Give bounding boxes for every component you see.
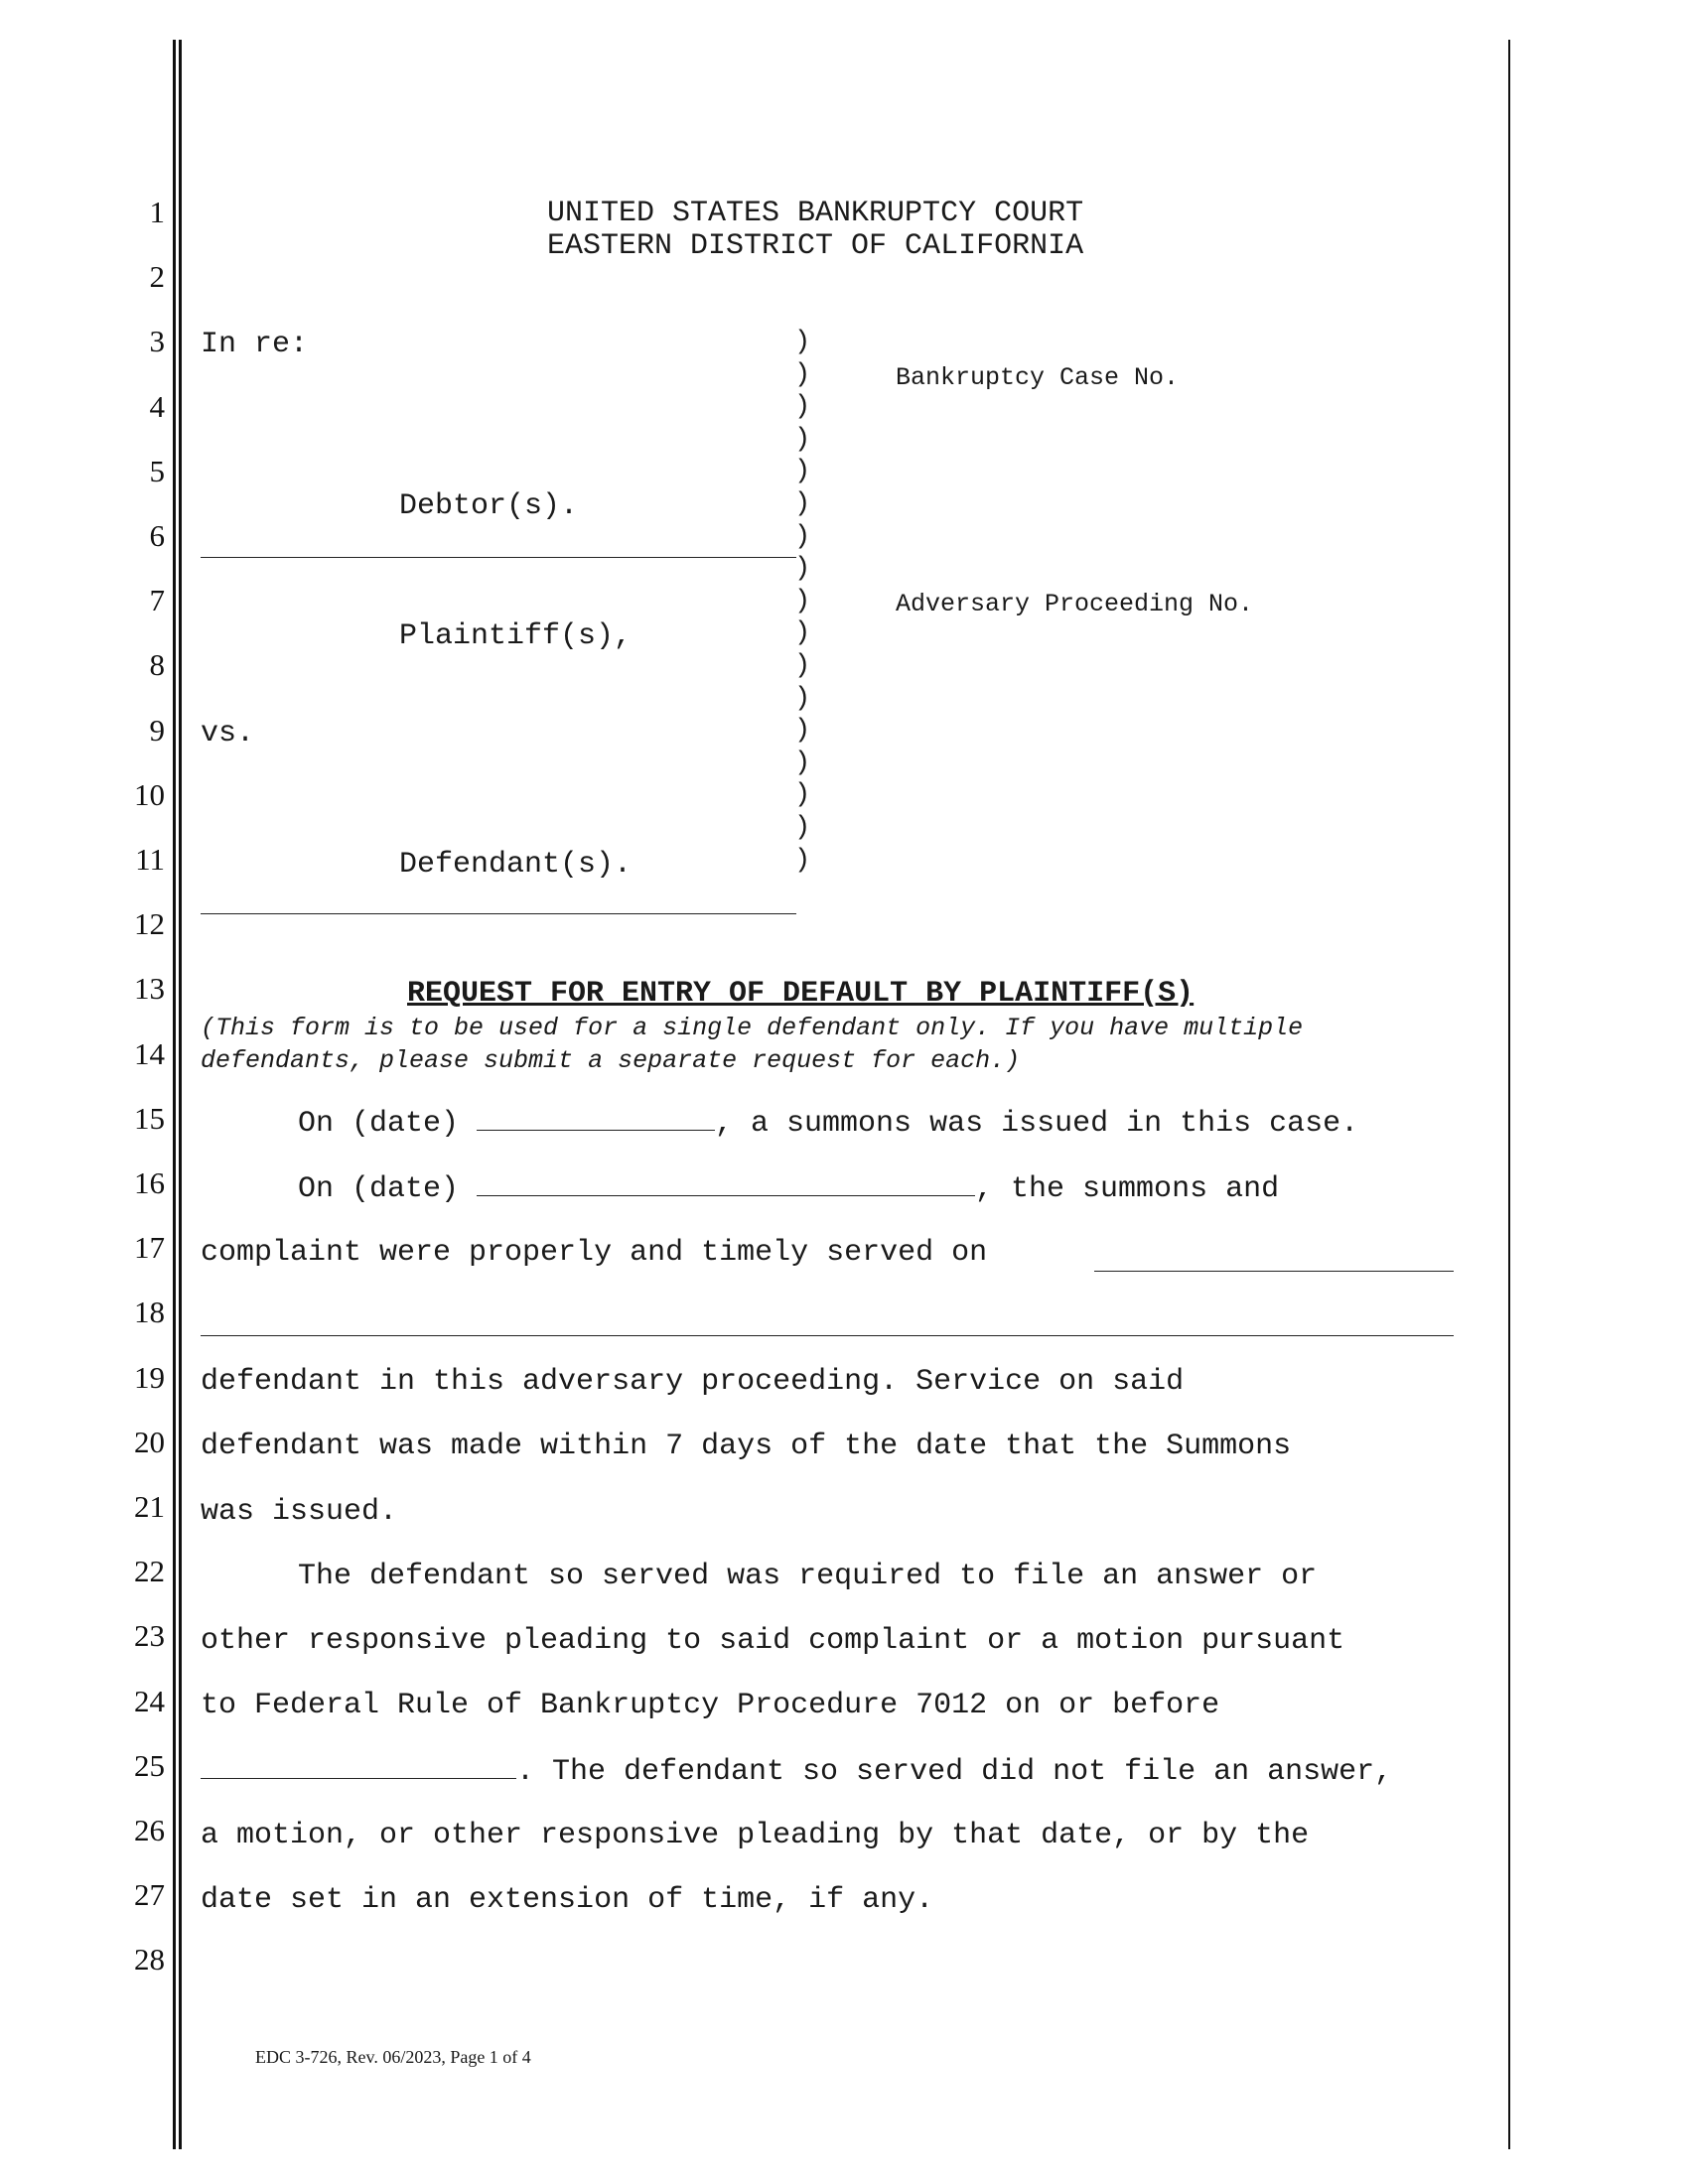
left-margin-rule-outer	[173, 40, 176, 2149]
service-paragraph-line1: defendant in this adversary proceeding. Service on said	[201, 1365, 1185, 1399]
service-date-label: On (date)	[298, 1172, 478, 1206]
court-name: UNITED STATES BANKRUPTCY COURT	[547, 197, 1084, 230]
line-number: 11	[135, 842, 165, 877]
caption-paren: )	[794, 328, 811, 357]
answer-deadline-field[interactable]	[201, 1754, 516, 1779]
left-margin-rule-inner	[179, 40, 182, 2149]
right-margin-rule	[1508, 40, 1510, 2149]
default-paragraph-line6: date set in an extension of time, if any.	[201, 1883, 934, 1917]
plaintiff-label: Plaintiff(s),	[399, 619, 633, 653]
line-number: 25	[134, 1747, 165, 1783]
served-defendant-field[interactable]	[1094, 1271, 1454, 1272]
line-number: 6	[149, 518, 165, 553]
vs-label: vs.	[201, 717, 255, 751]
line-number: 20	[134, 1424, 165, 1459]
line-number: 10	[134, 776, 165, 812]
service-paragraph-line2: defendant was made within 7 days of the date that the Summons	[201, 1430, 1292, 1463]
form-footer: EDC 3-726, Rev. 06/2023, Page 1 of 4	[255, 2047, 531, 2067]
caption-paren: )	[794, 748, 811, 778]
line-number: 4	[149, 388, 165, 424]
court-district: EASTERN DISTRICT OF CALIFORNIA	[547, 229, 1084, 263]
summons-issued-line	[298, 1106, 1358, 1141]
served-defendant-field-continued[interactable]	[201, 1335, 1454, 1336]
default-paragraph-line3: to Federal Rule of Bankruptcy Procedure 7012 on or before	[201, 1689, 1220, 1722]
defendant-rule	[201, 913, 796, 914]
line-number: 15	[134, 1100, 165, 1136]
caption-paren: )	[794, 683, 811, 714]
caption-paren: )	[794, 521, 811, 552]
served-on-line	[201, 1236, 1005, 1270]
line-number: 3	[149, 324, 165, 359]
instruction-note-line2: defendants, please submit a separate request for each.)	[201, 1046, 1021, 1075]
line-number: 14	[134, 1035, 165, 1071]
default-paragraph-line5: a motion, or other responsive pleading by that date, or by the	[201, 1819, 1310, 1852]
line-number: 22	[134, 1554, 165, 1589]
line-number: 19	[134, 1359, 165, 1395]
summons-issued-text: , a summons was issued in this case.	[715, 1107, 1359, 1141]
caption-paren: )	[794, 359, 811, 390]
request-title: REQUEST FOR ENTRY OF DEFAULT BY PLAINTIFF(S)	[407, 977, 1195, 1011]
caption-paren: )	[794, 554, 811, 585]
line-number: 7	[149, 583, 165, 618]
instruction-note-line1: (This form is to be used for a single defendant only. If you have multiple	[201, 1014, 1304, 1042]
line-number: 21	[134, 1489, 165, 1524]
line-number: 8	[149, 647, 165, 683]
line-number: 12	[134, 906, 165, 942]
defendant-label: Defendant(s).	[399, 848, 633, 882]
caption-paren: )	[794, 424, 811, 455]
service-date-field[interactable]	[477, 1171, 975, 1196]
line-number: 26	[134, 1813, 165, 1847]
adversary-proceeding-label: Adversary Proceeding No.	[896, 590, 1254, 618]
default-paragraph-line1: The defendant so served was required to file an answer or	[298, 1560, 1318, 1593]
caption-paren: )	[794, 716, 811, 747]
caption-paren: )	[794, 651, 811, 681]
debtor-rule	[201, 557, 796, 558]
line-number: 28	[134, 1942, 165, 1978]
bankruptcy-case-label: Bankruptcy Case No.	[896, 363, 1180, 392]
default-paragraph-line4	[201, 1754, 1392, 1789]
in-re-label: In re:	[201, 328, 309, 361]
line-number: 17	[134, 1230, 165, 1266]
summons-date-label: On (date)	[298, 1107, 478, 1141]
caption-paren: )	[794, 489, 811, 519]
line-number: 24	[134, 1683, 165, 1718]
caption-paren: )	[794, 813, 811, 843]
line-number: 16	[134, 1165, 165, 1200]
debtor-label: Debtor(s).	[399, 489, 579, 523]
caption-paren: )	[794, 618, 811, 649]
caption-paren: )	[794, 845, 811, 876]
default-paragraph-line2: other responsive pleading to said complaint or a motion pursuant	[201, 1624, 1345, 1658]
caption-paren: )	[794, 780, 811, 811]
line-number: 5	[149, 453, 165, 488]
line-number: 1	[149, 195, 165, 229]
line-number: 9	[149, 712, 165, 748]
service-paragraph-line3: was issued.	[201, 1495, 398, 1529]
default-paragraph-line4-text: . The defendant so served did not file an answer,	[516, 1755, 1393, 1789]
served-on-text: complaint were properly and timely served on	[201, 1236, 1006, 1270]
caption-paren: )	[794, 392, 811, 423]
summons-issued-date-field[interactable]	[477, 1106, 715, 1131]
service-text: , the summons and	[975, 1172, 1280, 1206]
line-number: 2	[149, 259, 165, 295]
caption-paren: )	[794, 457, 811, 487]
line-number: 27	[134, 1877, 165, 1913]
line-number: 18	[134, 1295, 165, 1330]
caption-paren: )	[794, 586, 811, 616]
line-number: 23	[134, 1618, 165, 1654]
line-number: 13	[134, 971, 165, 1007]
service-date-line	[298, 1171, 1279, 1206]
